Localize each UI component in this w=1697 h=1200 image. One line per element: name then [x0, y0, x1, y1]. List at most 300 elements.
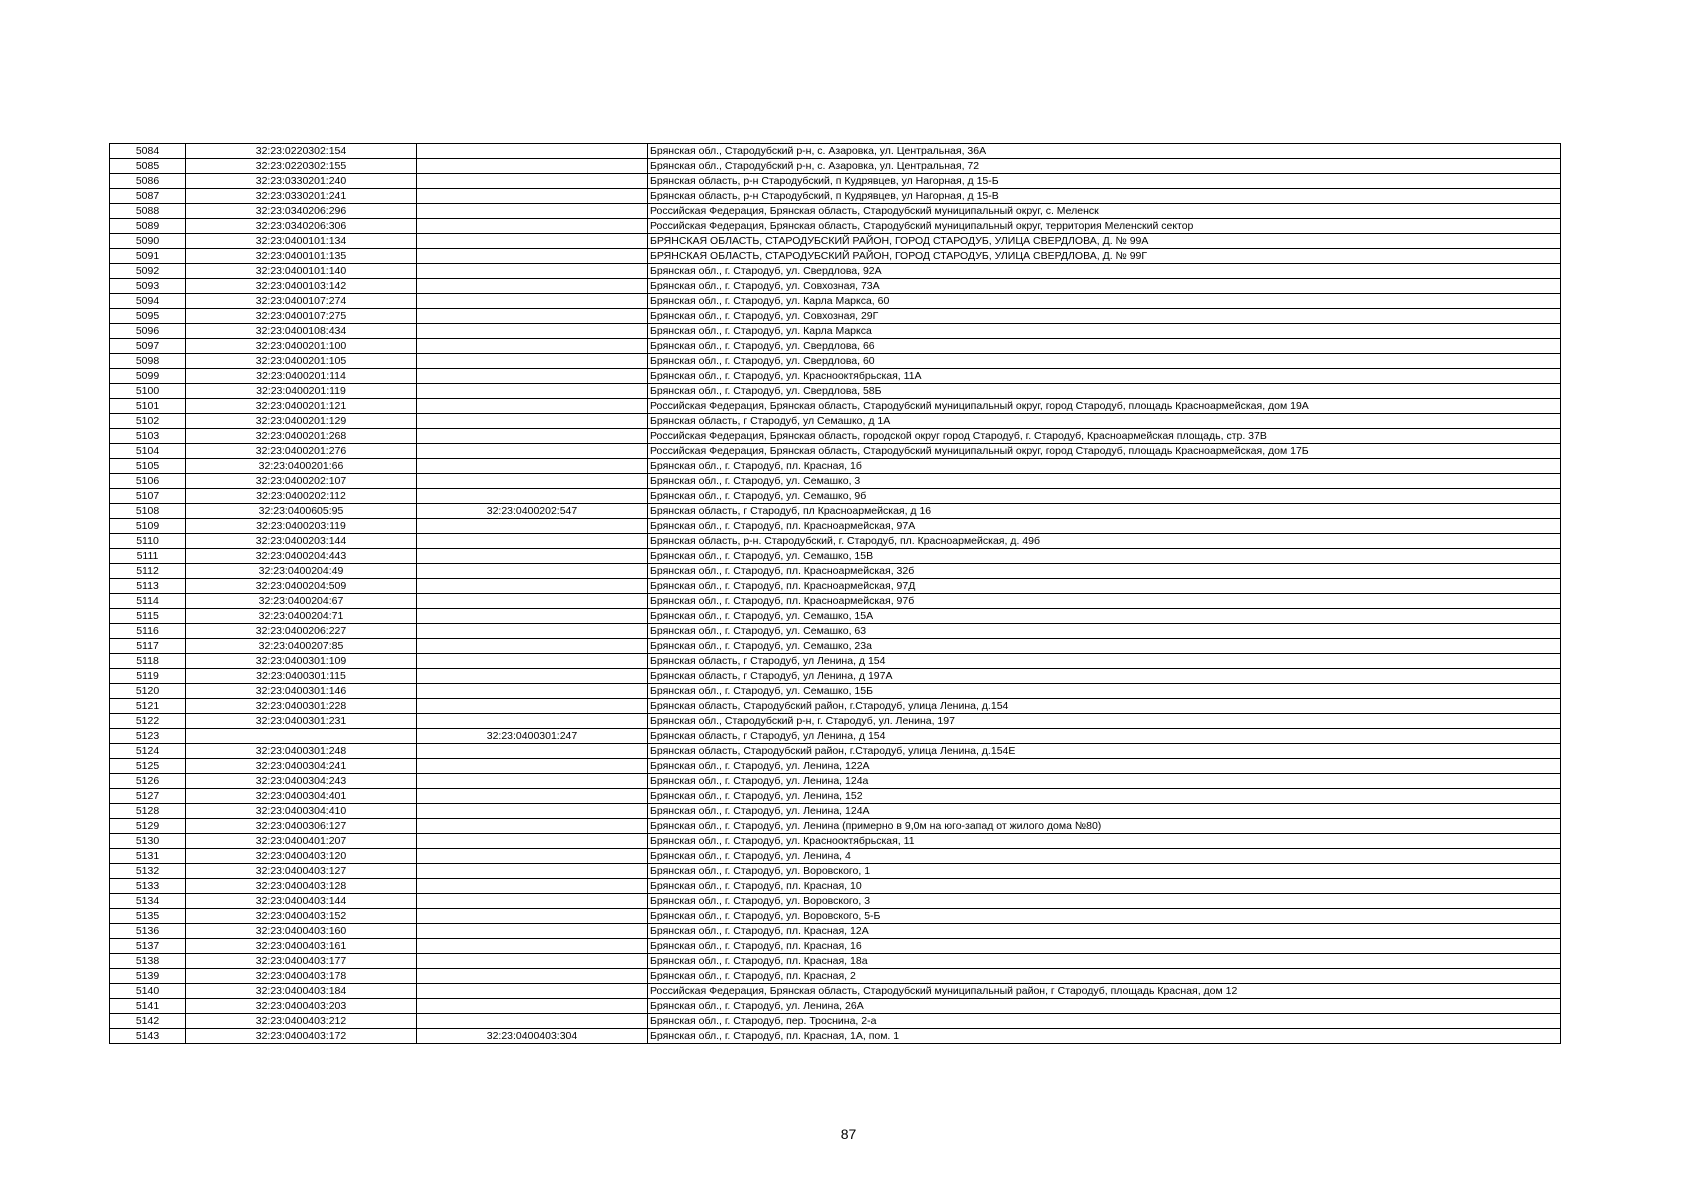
related-cadastral-number-cell: [417, 234, 648, 249]
row-number-cell: 5101: [110, 399, 186, 414]
row-number-cell: 5143: [110, 1029, 186, 1044]
address-cell: Брянская обл., Стародубский р-н, с. Азаровка, ул. Центральная, 36А: [648, 144, 1561, 159]
address-cell: Брянская обл., г. Стародуб, ул. Свердлова, 66: [648, 339, 1561, 354]
cadastral-number-cell: 32:23:0400201:268: [186, 429, 417, 444]
address-cell: Брянская обл., г. Стародуб, пл. Красноармейская, 97Д: [648, 579, 1561, 594]
row-number-cell: 5113: [110, 579, 186, 594]
row-number-cell: 5106: [110, 474, 186, 489]
cadastral-number-cell: 32:23:0340206:306: [186, 219, 417, 234]
table-row: [110, 639, 1561, 654]
row-number-cell: 5102: [110, 414, 186, 429]
related-cadastral-number-cell: [417, 609, 648, 624]
related-cadastral-number-cell: [417, 279, 648, 294]
cadastral-number-cell: 32:23:0400403:128: [186, 879, 417, 894]
cadastral-number-cell: 32:23:0400204:67: [186, 594, 417, 609]
related-cadastral-number-cell: [417, 849, 648, 864]
cadastral-number-cell: 32:23:0400403:172: [186, 1029, 417, 1044]
row-number-cell: 5126: [110, 774, 186, 789]
table-row: [110, 999, 1561, 1014]
address-cell: Брянская обл., г. Стародуб, ул. Свердлова, 92А: [648, 264, 1561, 279]
row-number-cell: 5136: [110, 924, 186, 939]
cadastral-number-cell: 32:23:0400201:129: [186, 414, 417, 429]
related-cadastral-number-cell: [417, 354, 648, 369]
table-row: [110, 984, 1561, 999]
address-cell: Брянская обл., г. Стародуб, ул. Ленина, 124А: [648, 804, 1561, 819]
cadastral-number-cell: 32:23:0400103:142: [186, 279, 417, 294]
table-row: [110, 909, 1561, 924]
related-cadastral-number-cell: [417, 684, 648, 699]
row-number-cell: 5108: [110, 504, 186, 519]
cadastral-number-cell: 32:23:0400301:231: [186, 714, 417, 729]
row-number-cell: 5119: [110, 669, 186, 684]
related-cadastral-number-cell: [417, 999, 648, 1014]
related-cadastral-number-cell: 32:23:0400403:304: [417, 1029, 648, 1044]
table-row: [110, 189, 1561, 204]
row-number-cell: 5129: [110, 819, 186, 834]
table-row: [110, 144, 1561, 159]
related-cadastral-number-cell: [417, 489, 648, 504]
row-number-cell: 5085: [110, 159, 186, 174]
related-cadastral-number-cell: [417, 699, 648, 714]
table-row: [110, 834, 1561, 849]
registry-table: [109, 143, 1561, 1044]
cadastral-number-cell: 32:23:0400301:248: [186, 744, 417, 759]
row-number-cell: 5142: [110, 1014, 186, 1029]
table-row: [110, 324, 1561, 339]
address-cell: Брянская обл., г. Стародуб, ул. Воровского, 5-Б: [648, 909, 1561, 924]
row-number-cell: 5090: [110, 234, 186, 249]
related-cadastral-number-cell: [417, 804, 648, 819]
cadastral-number-cell: 32:23:0330201:240: [186, 174, 417, 189]
related-cadastral-number-cell: [417, 939, 648, 954]
address-cell: Брянская область, р-н Стародубский, п Кудрявцев, ул Нагорная, д 15-В: [648, 189, 1561, 204]
table-row: [110, 774, 1561, 789]
table-row: [110, 624, 1561, 639]
table-row: [110, 264, 1561, 279]
table-row: [110, 819, 1561, 834]
row-number-cell: 5130: [110, 834, 186, 849]
row-number-cell: 5092: [110, 264, 186, 279]
row-number-cell: 5096: [110, 324, 186, 339]
row-number-cell: 5094: [110, 294, 186, 309]
address-cell: Брянская обл., г. Стародуб, ул. Совхозная, 29Г: [648, 309, 1561, 324]
table-row: [110, 249, 1561, 264]
row-number-cell: 5140: [110, 984, 186, 999]
row-number-cell: 5117: [110, 639, 186, 654]
cadastral-number-cell: 32:23:0400605:95: [186, 504, 417, 519]
related-cadastral-number-cell: [417, 669, 648, 684]
address-cell: Брянская обл., г. Стародуб, ул. Свердлова, 58Б: [648, 384, 1561, 399]
address-cell: Российская Федерация, Брянская область, Стародубский муниципальный округ, город Стародуб, площадь Красноармейская, дом 19А: [648, 399, 1561, 414]
related-cadastral-number-cell: [417, 414, 648, 429]
table-row: [110, 564, 1561, 579]
table-row: [110, 849, 1561, 864]
cadastral-number-cell: 32:23:0220302:154: [186, 144, 417, 159]
cadastral-number-cell: 32:23:0400201:119: [186, 384, 417, 399]
address-cell: Брянская обл., г. Стародуб, ул. Семашко, 15Б: [648, 684, 1561, 699]
registry-table-body: [110, 144, 1561, 1044]
table-row: [110, 744, 1561, 759]
address-cell: БРЯНСКАЯ ОБЛАСТЬ, СТАРОДУБСКИЙ РАЙОН, ГОРОД СТАРОДУБ, УЛИЦА СВЕРДЛОВА, Д. № 99А: [648, 234, 1561, 249]
address-cell: Российская Федерация, Брянская область, Стародубский муниципальный округ, с. Меленск: [648, 204, 1561, 219]
cadastral-number-cell: 32:23:0400403:120: [186, 849, 417, 864]
related-cadastral-number-cell: [417, 159, 648, 174]
related-cadastral-number-cell: [417, 639, 648, 654]
related-cadastral-number-cell: [417, 894, 648, 909]
address-cell: Брянская обл., г. Стародуб, ул. Ленина (примерно в 9,0м на юго-запад от жилого дома №80): [648, 819, 1561, 834]
table-row: [110, 939, 1561, 954]
cadastral-number-cell: 32:23:0400401:207: [186, 834, 417, 849]
address-cell: Брянская обл., г. Стародуб, ул. Семашко, 15В: [648, 549, 1561, 564]
related-cadastral-number-cell: [417, 249, 648, 264]
row-number-cell: 5123: [110, 729, 186, 744]
table-row: [110, 414, 1561, 429]
cadastral-number-cell: 32:23:0400204:49: [186, 564, 417, 579]
cadastral-number-cell: 32:23:0400304:410: [186, 804, 417, 819]
address-cell: Брянская область, Стародубский район, г.Стародуб, улица Ленина, д.154Е: [648, 744, 1561, 759]
cadastral-number-cell: 32:23:0400301:228: [186, 699, 417, 714]
related-cadastral-number-cell: [417, 624, 648, 639]
related-cadastral-number-cell: [417, 864, 648, 879]
related-cadastral-number-cell: [417, 714, 648, 729]
table-row: [110, 1014, 1561, 1029]
related-cadastral-number-cell: [417, 339, 648, 354]
table-row: [110, 519, 1561, 534]
address-cell: Брянская обл., г. Стародуб, ул. Семашко, 15А: [648, 609, 1561, 624]
address-cell: Российская Федерация, Брянская область, Стародубский муниципальный район, г Стародуб, площадь Красная, дом 12: [648, 984, 1561, 999]
table-row: [110, 594, 1561, 609]
table-row: [110, 609, 1561, 624]
row-number-cell: 5121: [110, 699, 186, 714]
address-cell: Брянская обл., г. Стародуб, пл. Красноармейская, 97А: [648, 519, 1561, 534]
related-cadastral-number-cell: [417, 384, 648, 399]
related-cadastral-number-cell: 32:23:0400202:547: [417, 504, 648, 519]
cadastral-number-cell: 32:23:0400403:161: [186, 939, 417, 954]
table-row: [110, 699, 1561, 714]
table-row: [110, 339, 1561, 354]
related-cadastral-number-cell: [417, 654, 648, 669]
related-cadastral-number-cell: [417, 189, 648, 204]
cadastral-number-cell: 32:23:0400101:135: [186, 249, 417, 264]
address-cell: Брянская область, г Стародуб, пл Красноармейская, д 16: [648, 504, 1561, 519]
address-cell: Брянская обл., Стародубский р-н, г. Стародуб, ул. Ленина, 197: [648, 714, 1561, 729]
table-row: [110, 804, 1561, 819]
related-cadastral-number-cell: [417, 174, 648, 189]
table-row: [110, 294, 1561, 309]
cadastral-number-cell: 32:23:0400201:100: [186, 339, 417, 354]
row-number-cell: 5112: [110, 564, 186, 579]
cadastral-number-cell: 32:23:0400202:112: [186, 489, 417, 504]
address-cell: Брянская область, Стародубский район, г.Стародуб, улица Ленина, д.154: [648, 699, 1561, 714]
cadastral-number-cell: 32:23:0400403:178: [186, 969, 417, 984]
address-cell: Брянская обл., г. Стародуб, пл. Красноармейская, 32б: [648, 564, 1561, 579]
address-cell: Брянская обл., г. Стародуб, ул. Ленина, 26А: [648, 999, 1561, 1014]
row-number-cell: 5100: [110, 384, 186, 399]
row-number-cell: 5124: [110, 744, 186, 759]
page-number: 87: [840, 1126, 857, 1142]
cadastral-number-cell: 32:23:0400301:146: [186, 684, 417, 699]
row-number-cell: 5098: [110, 354, 186, 369]
cadastral-number-cell: 32:23:0400204:71: [186, 609, 417, 624]
related-cadastral-number-cell: [417, 594, 648, 609]
address-cell: Брянская обл., г. Стародуб, пл. Красная, 18а: [648, 954, 1561, 969]
table-row: [110, 864, 1561, 879]
cadastral-number-cell: 32:23:0400306:127: [186, 819, 417, 834]
address-cell: Российская Федерация, Брянская область, городской округ город Стародуб, г. Стародуб, Красноармейская площадь, стр. 37В: [648, 429, 1561, 444]
related-cadastral-number-cell: [417, 1014, 648, 1029]
cadastral-number-cell: 32:23:0400304:241: [186, 759, 417, 774]
related-cadastral-number-cell: [417, 744, 648, 759]
row-number-cell: 5084: [110, 144, 186, 159]
address-cell: Брянская обл., г. Стародуб, ул. Семашко, 3: [648, 474, 1561, 489]
cadastral-number-cell: 32:23:0400201:105: [186, 354, 417, 369]
address-cell: Брянская область, г Стародуб, ул Ленина, д 197А: [648, 669, 1561, 684]
cadastral-number-cell: 32:23:0400101:134: [186, 234, 417, 249]
row-number-cell: 5109: [110, 519, 186, 534]
row-number-cell: 5093: [110, 279, 186, 294]
address-cell: Брянская область, г Стародуб, ул Ленина, д 154: [648, 729, 1561, 744]
table-row: [110, 174, 1561, 189]
cadastral-number-cell: 32:23:0400304:401: [186, 789, 417, 804]
row-number-cell: 5104: [110, 444, 186, 459]
cadastral-number-cell: 32:23:0400403:212: [186, 1014, 417, 1029]
row-number-cell: 5134: [110, 894, 186, 909]
cadastral-number-cell: 32:23:0400301:115: [186, 669, 417, 684]
table-row: [110, 894, 1561, 909]
address-cell: Брянская обл., г. Стародуб, ул. Семашко, 23а: [648, 639, 1561, 654]
address-cell: Брянская область, р-н. Стародубский, г. Стародуб, пл. Красноармейская, д. 49б: [648, 534, 1561, 549]
row-number-cell: 5091: [110, 249, 186, 264]
table-row: [110, 444, 1561, 459]
row-number-cell: 5133: [110, 879, 186, 894]
address-cell: Брянская обл., Стародубский р-н, с. Азаровка, ул. Центральная, 72: [648, 159, 1561, 174]
related-cadastral-number-cell: [417, 924, 648, 939]
address-cell: Брянская обл., г. Стародуб, ул. Семашко, 63: [648, 624, 1561, 639]
cadastral-number-cell: 32:23:0400107:275: [186, 309, 417, 324]
address-cell: Брянская обл., г. Стародуб, пл. Красная, 12А: [648, 924, 1561, 939]
related-cadastral-number-cell: [417, 444, 648, 459]
related-cadastral-number-cell: [417, 144, 648, 159]
address-cell: Брянская обл., г. Стародуб, пл. Красная, 16: [648, 939, 1561, 954]
row-number-cell: 5105: [110, 459, 186, 474]
table-row: [110, 534, 1561, 549]
related-cadastral-number-cell: [417, 579, 648, 594]
row-number-cell: 5099: [110, 369, 186, 384]
related-cadastral-number-cell: [417, 324, 648, 339]
related-cadastral-number-cell: [417, 819, 648, 834]
cadastral-number-cell: 32:23:0400207:85: [186, 639, 417, 654]
cadastral-number-cell: 32:23:0400204:509: [186, 579, 417, 594]
related-cadastral-number-cell: [417, 549, 648, 564]
table-row: [110, 924, 1561, 939]
address-cell: Брянская обл., г. Стародуб, ул. Ленина, 4: [648, 849, 1561, 864]
cadastral-number-cell: 32:23:0400201:114: [186, 369, 417, 384]
address-cell: Брянская обл., г. Стародуб, ул. Карла Маркса: [648, 324, 1561, 339]
table-row: [110, 954, 1561, 969]
cadastral-number-cell: 32:23:0400203:144: [186, 534, 417, 549]
related-cadastral-number-cell: [417, 534, 648, 549]
row-number-cell: 5127: [110, 789, 186, 804]
related-cadastral-number-cell: [417, 219, 648, 234]
address-cell: Брянская обл., г. Стародуб, пер. Троснина, 2-а: [648, 1014, 1561, 1029]
address-cell: Брянская обл., г. Стародуб, ул. Воровского, 1: [648, 864, 1561, 879]
table-row: [110, 399, 1561, 414]
cadastral-number-cell: 32:23:0400403:144: [186, 894, 417, 909]
cadastral-number-cell: 32:23:0400206:227: [186, 624, 417, 639]
related-cadastral-number-cell: [417, 759, 648, 774]
row-number-cell: 5089: [110, 219, 186, 234]
row-number-cell: 5114: [110, 594, 186, 609]
address-cell: Брянская обл., г. Стародуб, ул. Совхозная, 73А: [648, 279, 1561, 294]
table-row: [110, 234, 1561, 249]
table-row: [110, 879, 1561, 894]
cadastral-number-cell: 32:23:0400203:119: [186, 519, 417, 534]
related-cadastral-number-cell: [417, 519, 648, 534]
row-number-cell: 5138: [110, 954, 186, 969]
address-cell: Брянская область, р-н Стародубский, п Кудрявцев, ул Нагорная, д 15-Б: [648, 174, 1561, 189]
table-row: [110, 789, 1561, 804]
row-number-cell: 5097: [110, 339, 186, 354]
cadastral-number-cell: 32:23:0220302:155: [186, 159, 417, 174]
cadastral-number-cell: 32:23:0400204:443: [186, 549, 417, 564]
table-row: [110, 684, 1561, 699]
table-row: [110, 504, 1561, 519]
related-cadastral-number-cell: [417, 879, 648, 894]
row-number-cell: 5095: [110, 309, 186, 324]
row-number-cell: 5115: [110, 609, 186, 624]
cadastral-number-cell: 32:23:0400201:121: [186, 399, 417, 414]
table-row: [110, 1029, 1561, 1044]
related-cadastral-number-cell: [417, 789, 648, 804]
related-cadastral-number-cell: [417, 834, 648, 849]
table-row: [110, 429, 1561, 444]
row-number-cell: 5137: [110, 939, 186, 954]
cadastral-number-cell: 32:23:0400201:66: [186, 459, 417, 474]
address-cell: Брянская обл., г. Стародуб, ул. Краснооктябрьская, 11: [648, 834, 1561, 849]
related-cadastral-number-cell: 32:23:0400301:247: [417, 729, 648, 744]
table-row: [110, 729, 1561, 744]
address-cell: Брянская обл., г. Стародуб, ул. Семашко, 9б: [648, 489, 1561, 504]
cadastral-number-cell: 32:23:0400403:184: [186, 984, 417, 999]
cadastral-number-cell: 32:23:0400403:152: [186, 909, 417, 924]
row-number-cell: 5086: [110, 174, 186, 189]
row-number-cell: 5120: [110, 684, 186, 699]
related-cadastral-number-cell: [417, 954, 648, 969]
cadastral-number-cell: 32:23:0400304:243: [186, 774, 417, 789]
row-number-cell: 5131: [110, 849, 186, 864]
cadastral-number-cell: [186, 729, 417, 744]
table-row: [110, 474, 1561, 489]
row-number-cell: 5122: [110, 714, 186, 729]
table-row: [110, 759, 1561, 774]
row-number-cell: 5128: [110, 804, 186, 819]
address-cell: Брянская обл., г. Стародуб, ул. Краснооктябрьская, 11А: [648, 369, 1561, 384]
related-cadastral-number-cell: [417, 294, 648, 309]
row-number-cell: 5141: [110, 999, 186, 1014]
cadastral-number-cell: 32:23:0400301:109: [186, 654, 417, 669]
cadastral-number-cell: 32:23:0400403:160: [186, 924, 417, 939]
row-number-cell: 5139: [110, 969, 186, 984]
related-cadastral-number-cell: [417, 369, 648, 384]
address-cell: Брянская обл., г. Стародуб, ул. Карла Маркса, 60: [648, 294, 1561, 309]
cadastral-number-cell: 32:23:0330201:241: [186, 189, 417, 204]
table-row: [110, 369, 1561, 384]
address-cell: Брянская обл., г. Стародуб, пл. Красная, 1А, пом. 1: [648, 1029, 1561, 1044]
table-row: [110, 219, 1561, 234]
address-cell: Брянская обл., г. Стародуб, ул. Воровского, 3: [648, 894, 1561, 909]
address-cell: Брянская обл., г. Стародуб, ул. Ленина, 152: [648, 789, 1561, 804]
cadastral-number-cell: 32:23:0400403:177: [186, 954, 417, 969]
cadastral-number-cell: 32:23:0400202:107: [186, 474, 417, 489]
table-row: [110, 279, 1561, 294]
cadastral-number-cell: 32:23:0400101:140: [186, 264, 417, 279]
address-cell: Брянская обл., г. Стародуб, пл. Красноармейская, 97б: [648, 594, 1561, 609]
row-number-cell: 5118: [110, 654, 186, 669]
related-cadastral-number-cell: [417, 969, 648, 984]
related-cadastral-number-cell: [417, 264, 648, 279]
address-cell: Российская Федерация, Брянская область, Стародубский муниципальный округ, территория Меленский сектор: [648, 219, 1561, 234]
table-row: [110, 714, 1561, 729]
related-cadastral-number-cell: [417, 459, 648, 474]
cadastral-number-cell: 32:23:0400201:276: [186, 444, 417, 459]
address-cell: Брянская обл., г. Стародуб, пл. Красная, 2: [648, 969, 1561, 984]
row-number-cell: 5111: [110, 549, 186, 564]
row-number-cell: 5087: [110, 189, 186, 204]
address-cell: Брянская обл., г. Стародуб, пл. Красная, 1б: [648, 459, 1561, 474]
cadastral-number-cell: 32:23:0340206:296: [186, 204, 417, 219]
address-cell: Брянская обл., г. Стародуб, ул. Ленина, 122А: [648, 759, 1561, 774]
address-cell: Брянская обл., г. Стародуб, пл. Красная, 10: [648, 879, 1561, 894]
row-number-cell: 5116: [110, 624, 186, 639]
table-row: [110, 309, 1561, 324]
table-row: [110, 489, 1561, 504]
row-number-cell: 5135: [110, 909, 186, 924]
cadastral-number-cell: 32:23:0400108:434: [186, 324, 417, 339]
related-cadastral-number-cell: [417, 774, 648, 789]
related-cadastral-number-cell: [417, 309, 648, 324]
row-number-cell: 5107: [110, 489, 186, 504]
row-number-cell: 5125: [110, 759, 186, 774]
related-cadastral-number-cell: [417, 909, 648, 924]
table-row: [110, 579, 1561, 594]
table-row: [110, 384, 1561, 399]
related-cadastral-number-cell: [417, 204, 648, 219]
row-number-cell: 5132: [110, 864, 186, 879]
related-cadastral-number-cell: [417, 399, 648, 414]
related-cadastral-number-cell: [417, 474, 648, 489]
row-number-cell: 5088: [110, 204, 186, 219]
table-row: [110, 204, 1561, 219]
address-cell: Брянская область, г Стародуб, ул Семашко, д 1А: [648, 414, 1561, 429]
table-row: [110, 459, 1561, 474]
row-number-cell: 5110: [110, 534, 186, 549]
table-row: [110, 669, 1561, 684]
table-row: [110, 159, 1561, 174]
row-number-cell: 5103: [110, 429, 186, 444]
cadastral-number-cell: 32:23:0400107:274: [186, 294, 417, 309]
cadastral-number-cell: 32:23:0400403:127: [186, 864, 417, 879]
address-cell: Брянская обл., г. Стародуб, ул. Ленина, 124а: [648, 774, 1561, 789]
table-row: [110, 969, 1561, 984]
related-cadastral-number-cell: [417, 984, 648, 999]
address-cell: Брянская обл., г. Стародуб, ул. Свердлова, 60: [648, 354, 1561, 369]
cadastral-number-cell: 32:23:0400403:203: [186, 999, 417, 1014]
address-cell: Российская Федерация, Брянская область, Стародубский муниципальный округ, город Стародуб, площадь Красноармейская, дом 17Б: [648, 444, 1561, 459]
address-cell: БРЯНСКАЯ ОБЛАСТЬ, СТАРОДУБСКИЙ РАЙОН, ГОРОД СТАРОДУБ, УЛИЦА СВЕРДЛОВА, Д. № 99Г: [648, 249, 1561, 264]
table-row: [110, 354, 1561, 369]
related-cadastral-number-cell: [417, 429, 648, 444]
table-row: [110, 549, 1561, 564]
